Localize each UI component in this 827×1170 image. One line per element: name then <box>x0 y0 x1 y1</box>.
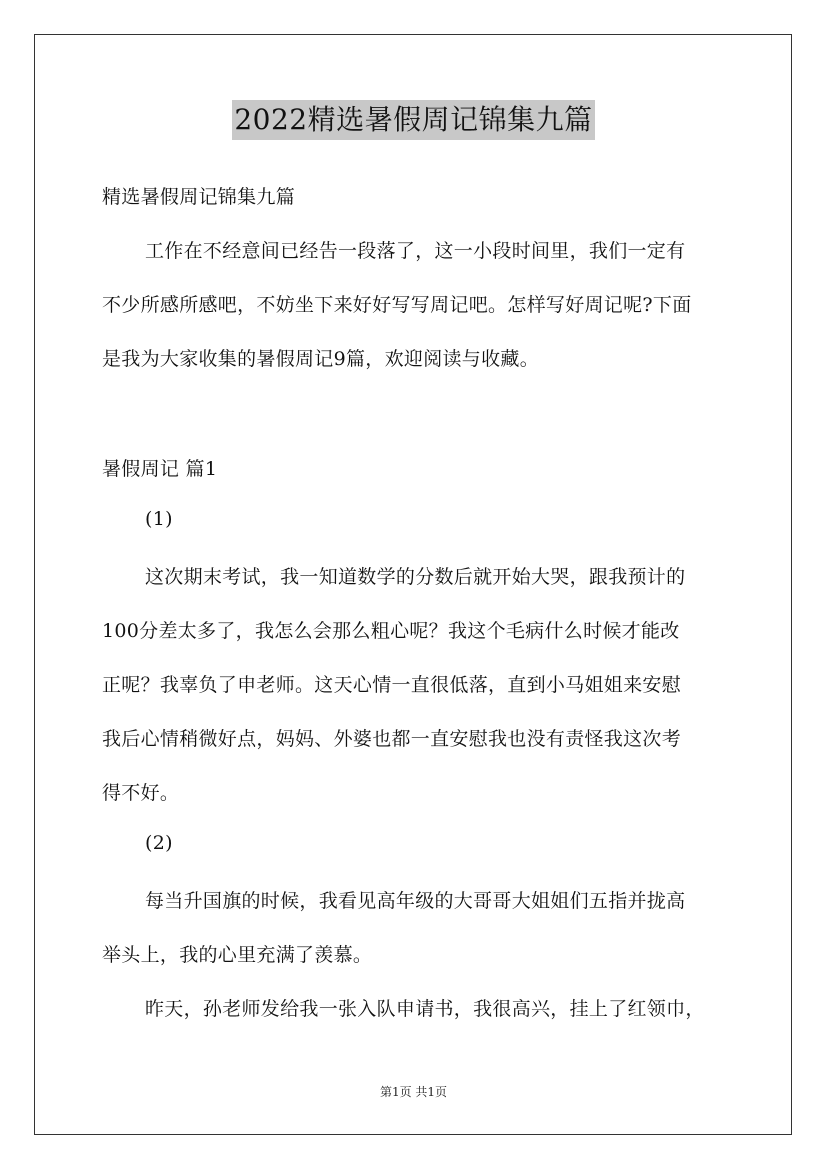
intro-line: 工作在不经意间已经告一段落了，这一小段时间里，我们一定有 <box>145 240 686 262</box>
page-footer: 第1页 共1页 <box>379 1085 448 1099</box>
intro-line: 是我为大家收集的暑假周记9篇，欢迎阅读与收藏。 <box>102 348 539 370</box>
paragraph-line: 每当升国旗的时候，我看见高年级的大哥哥大姐姐们五指并拢高 <box>145 890 686 912</box>
part-marker: (1) <box>145 508 173 530</box>
paragraph-line: 100分差太多了，我怎么会那么粗心呢？我这个毛病什么时候才能改 <box>102 620 680 642</box>
document-title: 2022精选暑假周记锦集九篇 <box>232 100 594 140</box>
document-subtitle: 精选暑假周记锦集九篇 <box>102 186 296 208</box>
paragraph-line: 我后心情稍微好点，妈妈、外婆也都一直安慰我也没有责怪我这次考 <box>102 728 682 750</box>
paragraph-line: 得不好。 <box>102 782 180 804</box>
title-container <box>0 100 827 140</box>
part-marker: (2) <box>145 832 173 854</box>
section-heading: 暑假周记 篇1 <box>102 458 218 480</box>
paragraph-line: 这次期末考试，我一知道数学的分数后就开始大哭，跟我预计的 <box>145 566 686 588</box>
paragraph-line: 昨天，孙老师发给我一张入队申请书，我很高兴，挂上了红领巾， <box>145 998 705 1020</box>
paragraph-line: 正呢？我辜负了申老师。这天心情一直很低落，直到小马姐姐来安慰 <box>102 674 682 696</box>
intro-line: 不少所感所感吧，不妨坐下来好好写写周记吧。怎样写好周记呢?下面 <box>102 294 692 316</box>
paragraph-line: 举头上，我的心里充满了羡慕。 <box>102 944 373 966</box>
